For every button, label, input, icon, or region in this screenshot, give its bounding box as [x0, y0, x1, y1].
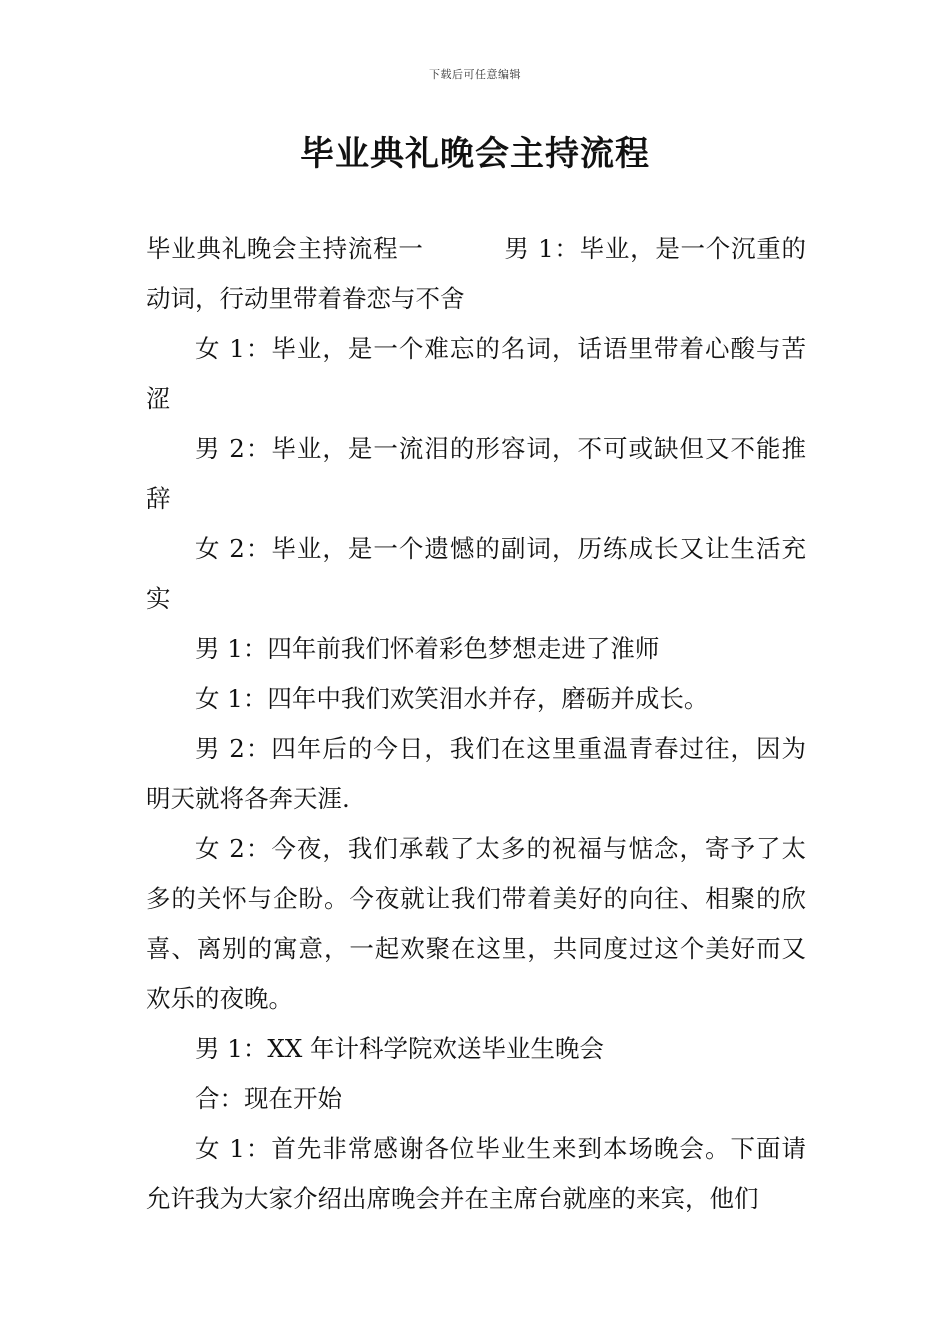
paragraph-11: 女 1：首先非常感谢各位毕业生来到本场晚会。下面请允许我为大家介绍出席晚会并在主席台就座的来宾，他们 — [146, 1134, 806, 1213]
paragraph-6: 女 1：四年中我们欢笑泪水并存，磨砺并成长。 — [195, 684, 709, 713]
document-body — [146, 224, 806, 1224]
header-note: 下载后可任意编辑 — [429, 68, 521, 81]
paragraph-5: 男 1：四年前我们怀着彩色梦想走进了淮师 — [195, 634, 660, 663]
paragraph-9: 男 1：XX 年计科学院欢送毕业生晚会 — [195, 1034, 605, 1063]
intro-heading: 毕业典礼晚会主持流程一 — [146, 234, 424, 263]
dialogue-line: 男 1：毕业，是一个沉重的动词，行动里带着眷恋与不舍 — [146, 234, 806, 313]
paragraph-3: 男 2：毕业，是一流泪的形容词，不可或缺但又不能推辞 — [146, 434, 806, 513]
paragraph-1 — [146, 224, 806, 324]
paragraph-7: 男 2：四年后的今日，我们在这里重温青春过往，因为明天就将各奔天涯. — [146, 734, 806, 813]
paragraph-2: 女 1：毕业，是一个难忘的名词，话语里带着心酸与苦涩 — [146, 334, 806, 413]
paragraph-8: 女 2：今夜，我们承载了太多的祝福与惦念，寄予了太多的关怀与企盼。今夜就让我们带着美好的向往、相聚的欣喜、离别的寓意，一起欢聚在这里，共同度过这个美好而又欢乐的夜晚。 — [146, 834, 806, 1013]
paragraph-10: 合：现在开始 — [195, 1084, 342, 1113]
paragraph-4: 女 2：毕业，是一个遗憾的副词，历练成长又让生活充实 — [146, 534, 806, 613]
document-title: 毕业典礼晚会主持流程 — [300, 134, 650, 174]
